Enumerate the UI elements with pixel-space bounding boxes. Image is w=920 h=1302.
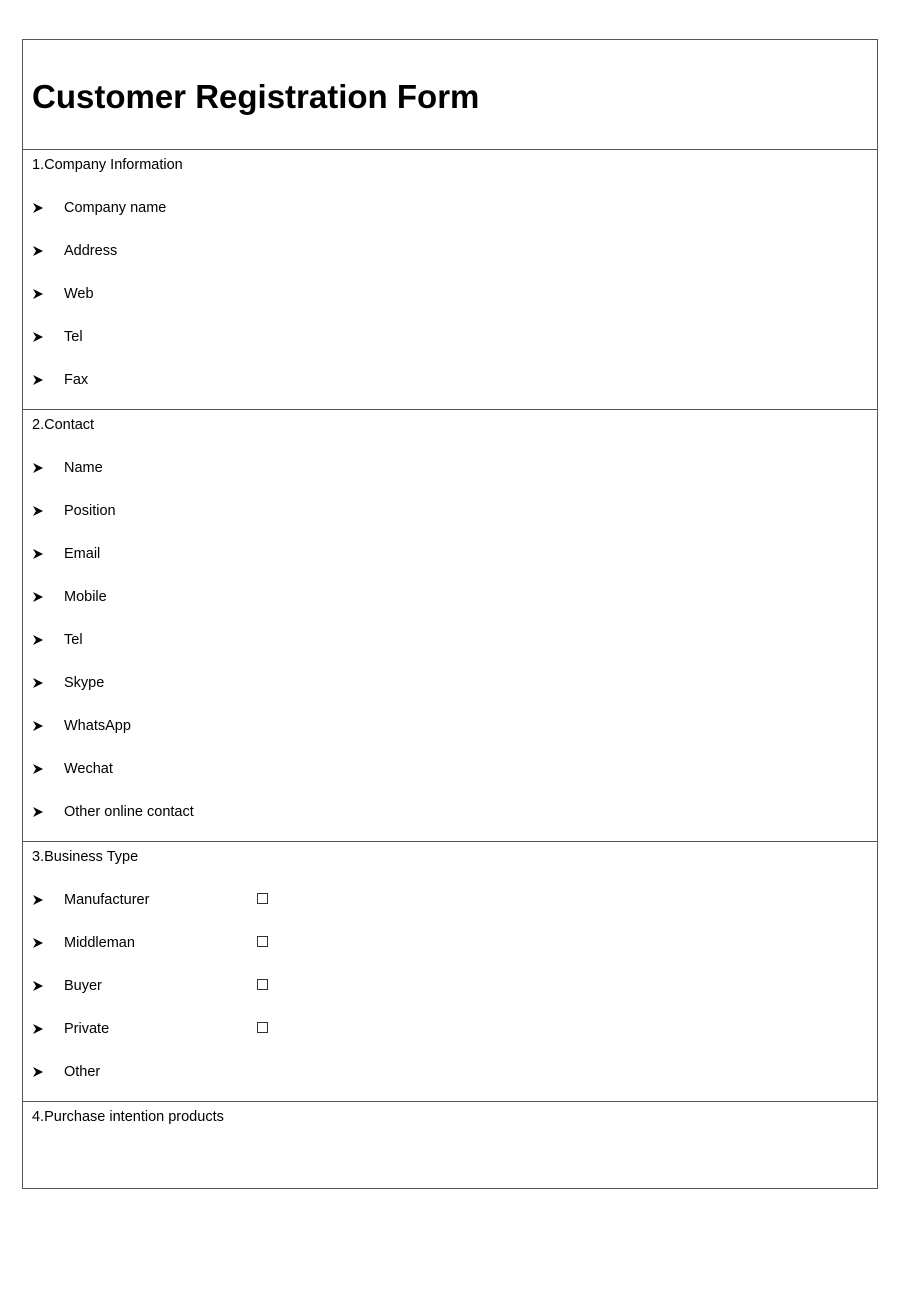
- arrowhead-bullet-icon: [32, 891, 44, 909]
- list-item-buyer: [23, 977, 877, 997]
- arrowhead-bullet-icon: [32, 1063, 44, 1081]
- arrowhead-bullet-icon: [32, 502, 44, 520]
- arrowhead-bullet-icon: [32, 977, 44, 995]
- arrowhead-bullet-icon: [32, 328, 44, 346]
- item-label: Tel: [64, 632, 83, 648]
- arrowhead-bullet-icon: [32, 717, 44, 735]
- section-purchase-intention[interactable]: [23, 1102, 877, 1188]
- registration-form: [22, 39, 878, 1189]
- list-item-tel[interactable]: [23, 328, 877, 348]
- arrowhead-bullet-icon: [32, 760, 44, 778]
- item-label: Manufacturer: [64, 892, 150, 908]
- private-checkbox[interactable]: [257, 1022, 268, 1033]
- arrowhead-bullet-icon: [32, 242, 44, 260]
- list-item-web[interactable]: [23, 285, 877, 305]
- item-label: Name: [64, 460, 103, 476]
- arrowhead-bullet-icon: [32, 199, 44, 217]
- item-label: Position: [64, 503, 116, 519]
- section-business-type: [23, 842, 877, 1102]
- buyer-checkbox[interactable]: [257, 979, 268, 990]
- item-label: Private: [64, 1021, 110, 1037]
- arrowhead-bullet-icon: [32, 803, 44, 821]
- item-label: Skype: [64, 675, 105, 691]
- item-label: Buyer: [64, 978, 102, 994]
- list-item-company-name[interactable]: [23, 199, 877, 219]
- middleman-checkbox[interactable]: [257, 936, 268, 947]
- item-label: Company name: [64, 200, 167, 216]
- list-item-tel[interactable]: [23, 631, 877, 651]
- item-label: Mobile: [64, 589, 107, 605]
- list-item-other-online-contact[interactable]: [23, 803, 877, 823]
- item-label: Wechat: [64, 761, 113, 777]
- list-item-mobile[interactable]: [23, 588, 877, 608]
- list-item-position[interactable]: [23, 502, 877, 522]
- arrowhead-bullet-icon: [32, 674, 44, 692]
- section-heading: 3.Business Type: [32, 849, 139, 865]
- arrowhead-bullet-icon: [32, 934, 44, 952]
- list-item-skype[interactable]: [23, 674, 877, 694]
- arrowhead-bullet-icon: [32, 371, 44, 389]
- section-contact: [23, 410, 877, 842]
- item-label: Fax: [64, 372, 89, 388]
- section-heading: 4.Purchase intention products: [32, 1109, 224, 1125]
- item-label: Address: [64, 243, 118, 259]
- form-title: Customer Registration Form: [32, 78, 480, 115]
- list-item-manufacturer: [23, 891, 877, 911]
- arrowhead-bullet-icon: [32, 545, 44, 563]
- list-item-middleman: [23, 934, 877, 954]
- section-heading: 2.Contact: [32, 417, 95, 433]
- arrowhead-bullet-icon: [32, 631, 44, 649]
- item-label: Middleman: [64, 935, 135, 951]
- item-label: Web: [64, 286, 94, 302]
- list-item-other[interactable]: [23, 1063, 877, 1083]
- list-item-email[interactable]: [23, 545, 877, 565]
- list-item-fax[interactable]: [23, 371, 877, 391]
- arrowhead-bullet-icon: [32, 1020, 44, 1038]
- item-label: Other: [64, 1064, 101, 1080]
- list-item-address[interactable]: [23, 242, 877, 262]
- section-company-information: [23, 150, 877, 410]
- section-heading: 1.Company Information: [32, 157, 183, 173]
- list-item-name[interactable]: [23, 459, 877, 479]
- list-item-whatsapp[interactable]: [23, 717, 877, 737]
- list-item-private: [23, 1020, 877, 1040]
- list-item-wechat[interactable]: [23, 760, 877, 780]
- item-label: WhatsApp: [64, 718, 131, 734]
- arrowhead-bullet-icon: [32, 459, 44, 477]
- item-label: Tel: [64, 329, 83, 345]
- arrowhead-bullet-icon: [32, 588, 44, 606]
- manufacturer-checkbox[interactable]: [257, 893, 268, 904]
- item-label: Email: [64, 546, 101, 562]
- title-cell: [23, 40, 877, 150]
- arrowhead-bullet-icon: [32, 285, 44, 303]
- item-label: Other online contact: [64, 804, 194, 820]
